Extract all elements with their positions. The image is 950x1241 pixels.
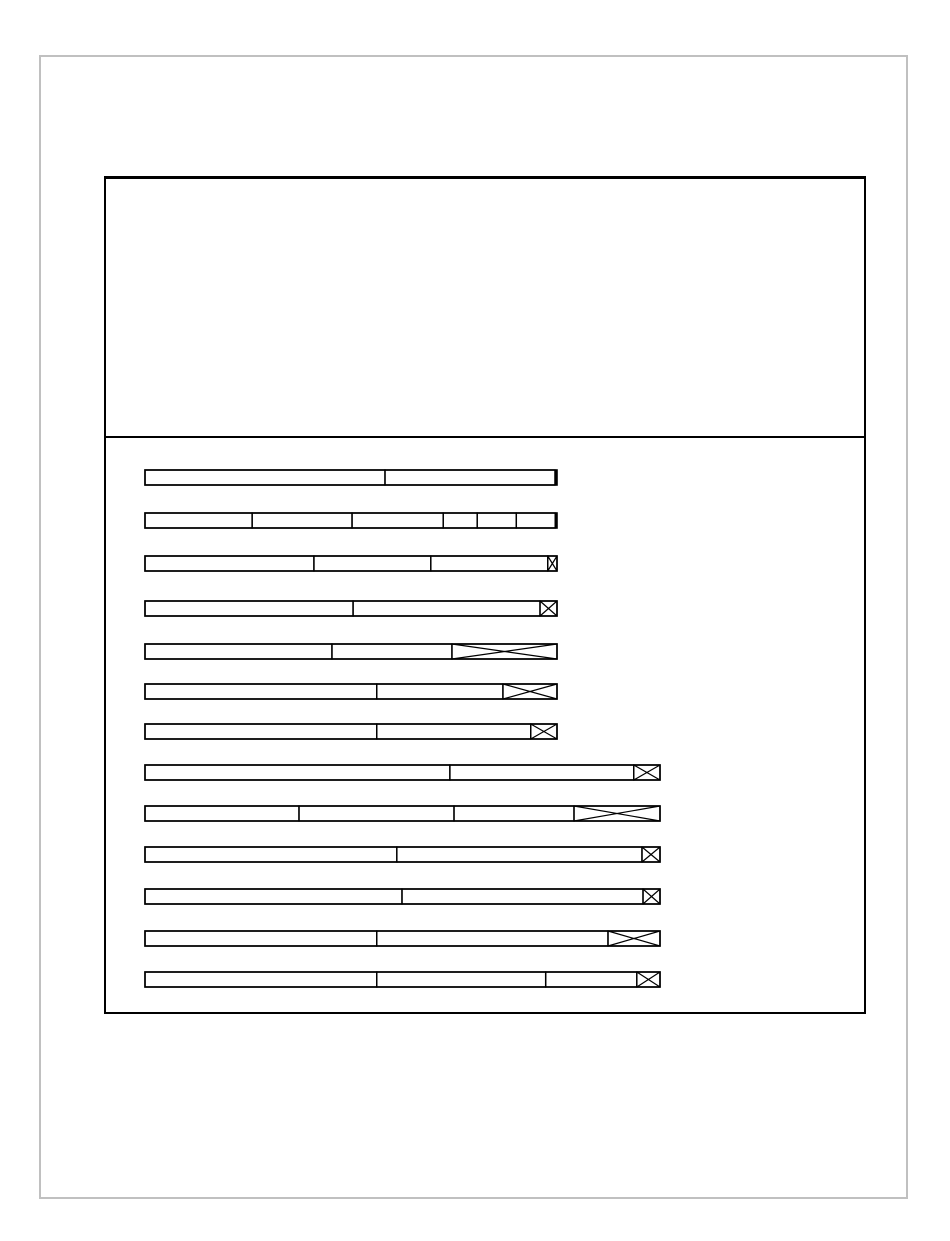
bar-segment	[299, 806, 454, 821]
bar-row	[145, 513, 557, 528]
bar-segment	[385, 470, 555, 485]
bar-outline	[145, 724, 557, 739]
bar-segment	[516, 513, 555, 528]
bar-segment	[145, 931, 377, 946]
bar-segment	[454, 806, 574, 821]
bar-segment	[145, 847, 397, 862]
bar-segment	[145, 765, 450, 780]
bar-outline	[145, 470, 557, 485]
bar-segment	[145, 513, 252, 528]
bar-segment	[145, 601, 353, 616]
bar-segment	[252, 513, 352, 528]
bar-segment	[145, 470, 385, 485]
bar-segment	[377, 684, 503, 699]
bar-segment	[546, 972, 637, 987]
bar-segment	[450, 765, 634, 780]
bar-segment	[145, 972, 377, 987]
bar-outline	[145, 684, 557, 699]
bar-segment	[145, 806, 299, 821]
bar-segment	[477, 513, 516, 528]
bar-row	[145, 972, 660, 987]
bar-row	[145, 724, 557, 739]
bar-outline	[145, 765, 660, 780]
bar-segment	[352, 513, 443, 528]
bar-segment	[145, 724, 377, 739]
bar-outline	[145, 513, 557, 528]
bar-outline	[145, 806, 660, 821]
bar-row	[145, 601, 557, 616]
bar-outline	[145, 601, 557, 616]
bar-row	[145, 765, 660, 780]
bar-segment	[314, 556, 431, 571]
bar-outline	[145, 847, 660, 862]
bar-row	[145, 806, 660, 821]
bar-row	[145, 684, 557, 699]
bar-segment	[145, 889, 402, 904]
bar-segment	[377, 931, 608, 946]
bar-segment	[402, 889, 643, 904]
bar-row	[145, 889, 660, 904]
bar-segment	[443, 513, 477, 528]
bar-segment	[397, 847, 642, 862]
bar-segment	[145, 556, 314, 571]
bar-row	[145, 847, 660, 862]
bar-row	[145, 931, 660, 946]
bar-outline	[145, 972, 660, 987]
bar-row	[145, 556, 557, 571]
bar-segment	[353, 601, 540, 616]
bar-segment	[332, 644, 452, 659]
bar-segment	[145, 684, 377, 699]
bar-segment	[377, 724, 531, 739]
bar-segment	[377, 972, 546, 987]
bar-segment	[431, 556, 548, 571]
bar-row	[145, 644, 557, 659]
bar-outline	[145, 644, 557, 659]
bar-outline	[145, 556, 557, 571]
bar-segment	[145, 644, 332, 659]
bar-outline	[145, 931, 660, 946]
bar-row	[145, 470, 557, 485]
